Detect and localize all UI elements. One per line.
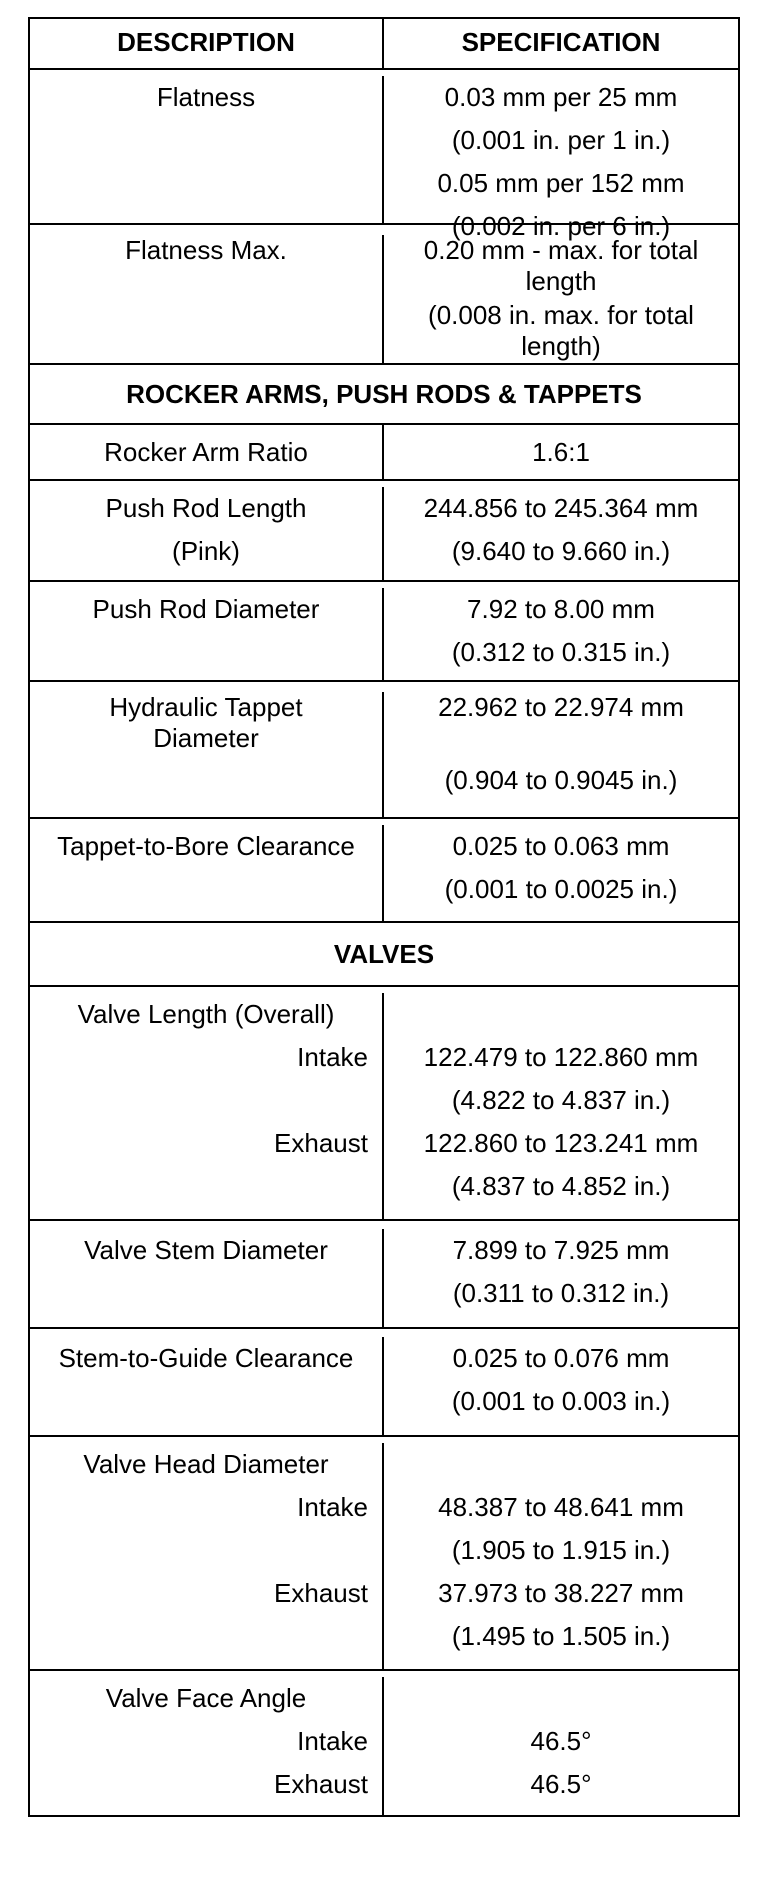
flatness-spec-1: 0.03 mm per 25 mm <box>444 82 678 112</box>
table-row <box>30 582 738 682</box>
hydraulic-tappet-label: Hydraulic Tappet Diameter <box>109 692 303 753</box>
valve-head-label: Valve Head Diameter <box>83 1449 329 1479</box>
tappet-clearance-in: (0.001 to 0.0025 in.) <box>444 874 678 904</box>
valve-face-intake-value: 46.5° <box>530 1726 592 1756</box>
table-row <box>30 70 738 241</box>
table-row <box>30 1437 738 1671</box>
valve-head-exhaust-label: Exhaust <box>274 1578 368 1608</box>
spec-table <box>28 17 740 1817</box>
valve-stem-label: Valve Stem Diameter <box>84 1235 328 1265</box>
flatness-spec-4: (0.002 in. per 6 in.) <box>451 211 671 241</box>
valve-stem-mm: 7.899 to 7.925 mm <box>452 1235 670 1265</box>
valve-length-intake-in: (4.822 to 4.837 in.) <box>451 1085 671 1115</box>
valve-head-exhaust-in: (1.495 to 1.505 in.) <box>451 1621 671 1651</box>
valve-face-label: Valve Face Angle <box>105 1683 307 1713</box>
valve-head-intake-in: (1.905 to 1.915 in.) <box>451 1535 671 1565</box>
stem-guide-mm: 0.025 to 0.076 mm <box>452 1343 670 1373</box>
tappet-clearance-mm: 0.025 to 0.063 mm <box>452 831 670 861</box>
valve-length-intake-label: Intake <box>297 1042 368 1072</box>
valve-length-exhaust-mm: 122.860 to 123.241 mm <box>423 1128 699 1158</box>
hydraulic-tappet-mm: 22.962 to 22.974 mm <box>438 692 684 722</box>
push-rod-length-mm: 244.856 to 245.364 mm <box>423 493 699 523</box>
hydraulic-tappet-in: (0.904 to 0.9045 in.) <box>444 765 678 795</box>
valve-length-exhaust-label: Exhaust <box>274 1128 368 1158</box>
push-rod-length-label: Push Rod Length <box>105 493 307 523</box>
valve-stem-in: (0.311 to 0.312 in.) <box>452 1278 670 1308</box>
table-row <box>30 225 738 365</box>
section-valves-title: VALVES <box>333 939 435 969</box>
valve-head-exhaust-mm: 37.973 to 38.227 mm <box>438 1578 684 1608</box>
header-specification: SPECIFICATION <box>461 27 661 57</box>
table-row <box>30 425 738 481</box>
section-rocker-title: ROCKER ARMS, PUSH RODS & TAPPETS <box>126 379 642 409</box>
flatness-max-spec-b: (0.008 in. max. for total length) <box>428 300 694 361</box>
table-row <box>30 682 738 819</box>
table-row <box>30 1221 738 1329</box>
rocker-ratio-value: 1.6:1 <box>532 437 590 467</box>
flatness-max-spec-a: 0.20 mm - max. for total length <box>423 235 699 296</box>
section-row <box>30 365 738 425</box>
table-row <box>30 1671 738 1815</box>
tappet-clearance-label: Tappet-to-Bore Clearance <box>57 831 355 861</box>
valve-head-intake-mm: 48.387 to 48.641 mm <box>438 1492 684 1522</box>
valve-face-exhaust-value: 46.5° <box>530 1769 592 1799</box>
valve-head-intake-label: Intake <box>297 1492 368 1522</box>
valve-face-exhaust-label: Exhaust <box>274 1769 368 1799</box>
header-description: DESCRIPTION <box>117 27 295 57</box>
flatness-spec-3: 0.05 mm per 152 mm <box>437 168 685 198</box>
table-row <box>30 1329 738 1437</box>
push-rod-diameter-mm: 7.92 to 8.00 mm <box>467 594 655 624</box>
table-row <box>30 819 738 923</box>
valve-length-exhaust-in: (4.837 to 4.852 in.) <box>451 1171 671 1201</box>
stem-guide-in: (0.001 to 0.003 in.) <box>451 1386 671 1416</box>
flatness-label: Flatness <box>156 82 256 112</box>
push-rod-diameter-label: Push Rod Diameter <box>92 594 320 624</box>
push-rod-length-sub: (Pink) <box>172 536 240 566</box>
valve-length-label: Valve Length (Overall) <box>77 999 335 1029</box>
table-row <box>30 481 738 582</box>
header-row <box>30 19 738 70</box>
rocker-ratio-label: Rocker Arm Ratio <box>104 437 308 467</box>
stem-guide-label: Stem-to-Guide Clearance <box>58 1343 354 1373</box>
flatness-max-label: Flatness Max. <box>125 235 287 265</box>
push-rod-length-in: (9.640 to 9.660 in.) <box>451 536 671 566</box>
section-row <box>30 923 738 987</box>
flatness-spec-2: (0.001 in. per 1 in.) <box>451 125 671 155</box>
valve-length-intake-mm: 122.479 to 122.860 mm <box>423 1042 699 1072</box>
valve-face-intake-label: Intake <box>297 1726 368 1756</box>
push-rod-diameter-in: (0.312 to 0.315 in.) <box>451 637 671 667</box>
table-row <box>30 987 738 1221</box>
